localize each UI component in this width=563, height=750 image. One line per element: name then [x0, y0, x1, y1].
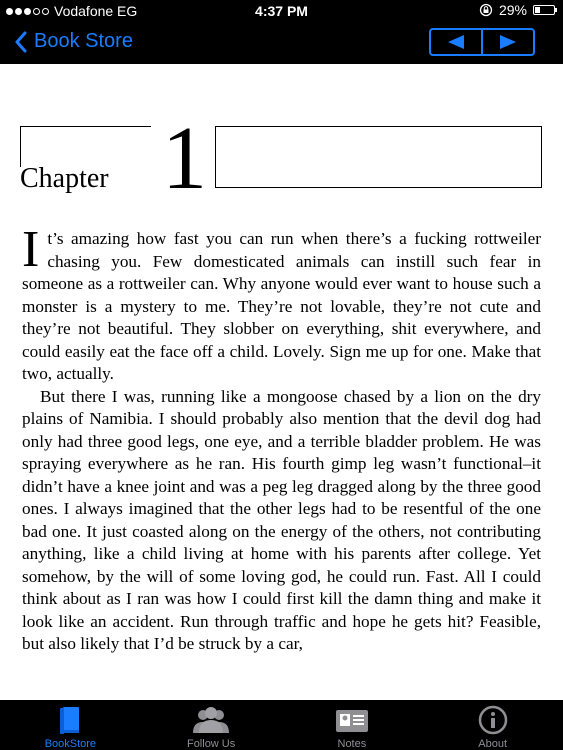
tab-bar: [0, 700, 563, 750]
navigation-bar: [0, 22, 563, 64]
contact-card-icon: [335, 705, 369, 735]
status-time: 4:37 PM: [255, 3, 308, 19]
info-icon: [478, 705, 508, 735]
chevron-left-icon: [14, 31, 28, 53]
next-page-button[interactable]: [483, 30, 533, 54]
reader-content[interactable]: [0, 64, 563, 700]
status-bar: [0, 0, 563, 22]
battery-icon: [533, 5, 555, 15]
drop-cap: I: [22, 221, 40, 278]
chapter-word: Chapter: [20, 163, 109, 194]
arrow-left-icon: [446, 34, 466, 50]
chapter-heading: [20, 109, 542, 208]
tab-label: Follow Us: [186, 738, 236, 750]
tab-notes[interactable]: [282, 700, 423, 750]
paragraph: [22, 221, 541, 386]
chapter-frame-left: [20, 126, 151, 167]
paragraph-text: t’s amazing how fast you can run when there’s a fucking rottweiler chasing you. Few domesticated animals can instill such fear in someone as a rottweiler can. Why anyone would ever want to house such a monster is a mystery to me. They’re not lovable, they’re not cute and they’re not beautiful. They slobber on everything, shit everywhere, and could easily eat the face off a child. Lovely. Sign me up for one. Make that two, actually.: [22, 229, 541, 383]
back-button-label: Book Store: [34, 30, 133, 52]
chapter-frame-right: [215, 126, 542, 188]
battery-percent: 29%: [498, 2, 527, 18]
chapter-text: [22, 221, 541, 656]
tab-about[interactable]: [422, 700, 563, 750]
arrow-right-icon: [498, 34, 518, 50]
back-button[interactable]: [14, 30, 133, 53]
book-icon: [57, 705, 83, 735]
tab-label: Notes: [337, 738, 367, 750]
battery-fill: [535, 7, 540, 13]
people-icon: [189, 705, 233, 735]
page-navigation-control: [429, 28, 535, 56]
previous-page-button[interactable]: [431, 30, 483, 54]
chapter-number: 1: [162, 109, 207, 208]
tab-label: BookStore: [44, 738, 97, 750]
tab-follow-us[interactable]: [141, 700, 282, 750]
carrier-name: Vodafone EG: [54, 3, 138, 19]
tab-bookstore[interactable]: [0, 700, 141, 750]
paragraph: But there I was, running like a mongoose chased by a lion on the dry plains of Namibia. I should probably also mention that the devil dog had only had three good legs, one eye, and a terrible bladder problem. He was spraying everywhere as he ran. His fourth gimp leg wasn’t functional–it didn’t have a knee joint and was a peg leg dragged along by the three good ones. I always imagined that the other legs had to be resentful of the one bad one. It just coasted along on the energy of the others, not contributing anything, like a child living at home with his parents after college. Yet somehow, by the will of some loving god, he could run. Fast. All I could think about as I ran was how I could first kill the damn thing and make it look like an accident. Run through traffic and hope he gets hit? Feasible, but also likely that I’d be struck by a car,: [22, 386, 541, 653]
tab-label: About: [478, 738, 507, 750]
rotation-lock-icon: [479, 3, 493, 17]
status-right: [479, 2, 555, 18]
